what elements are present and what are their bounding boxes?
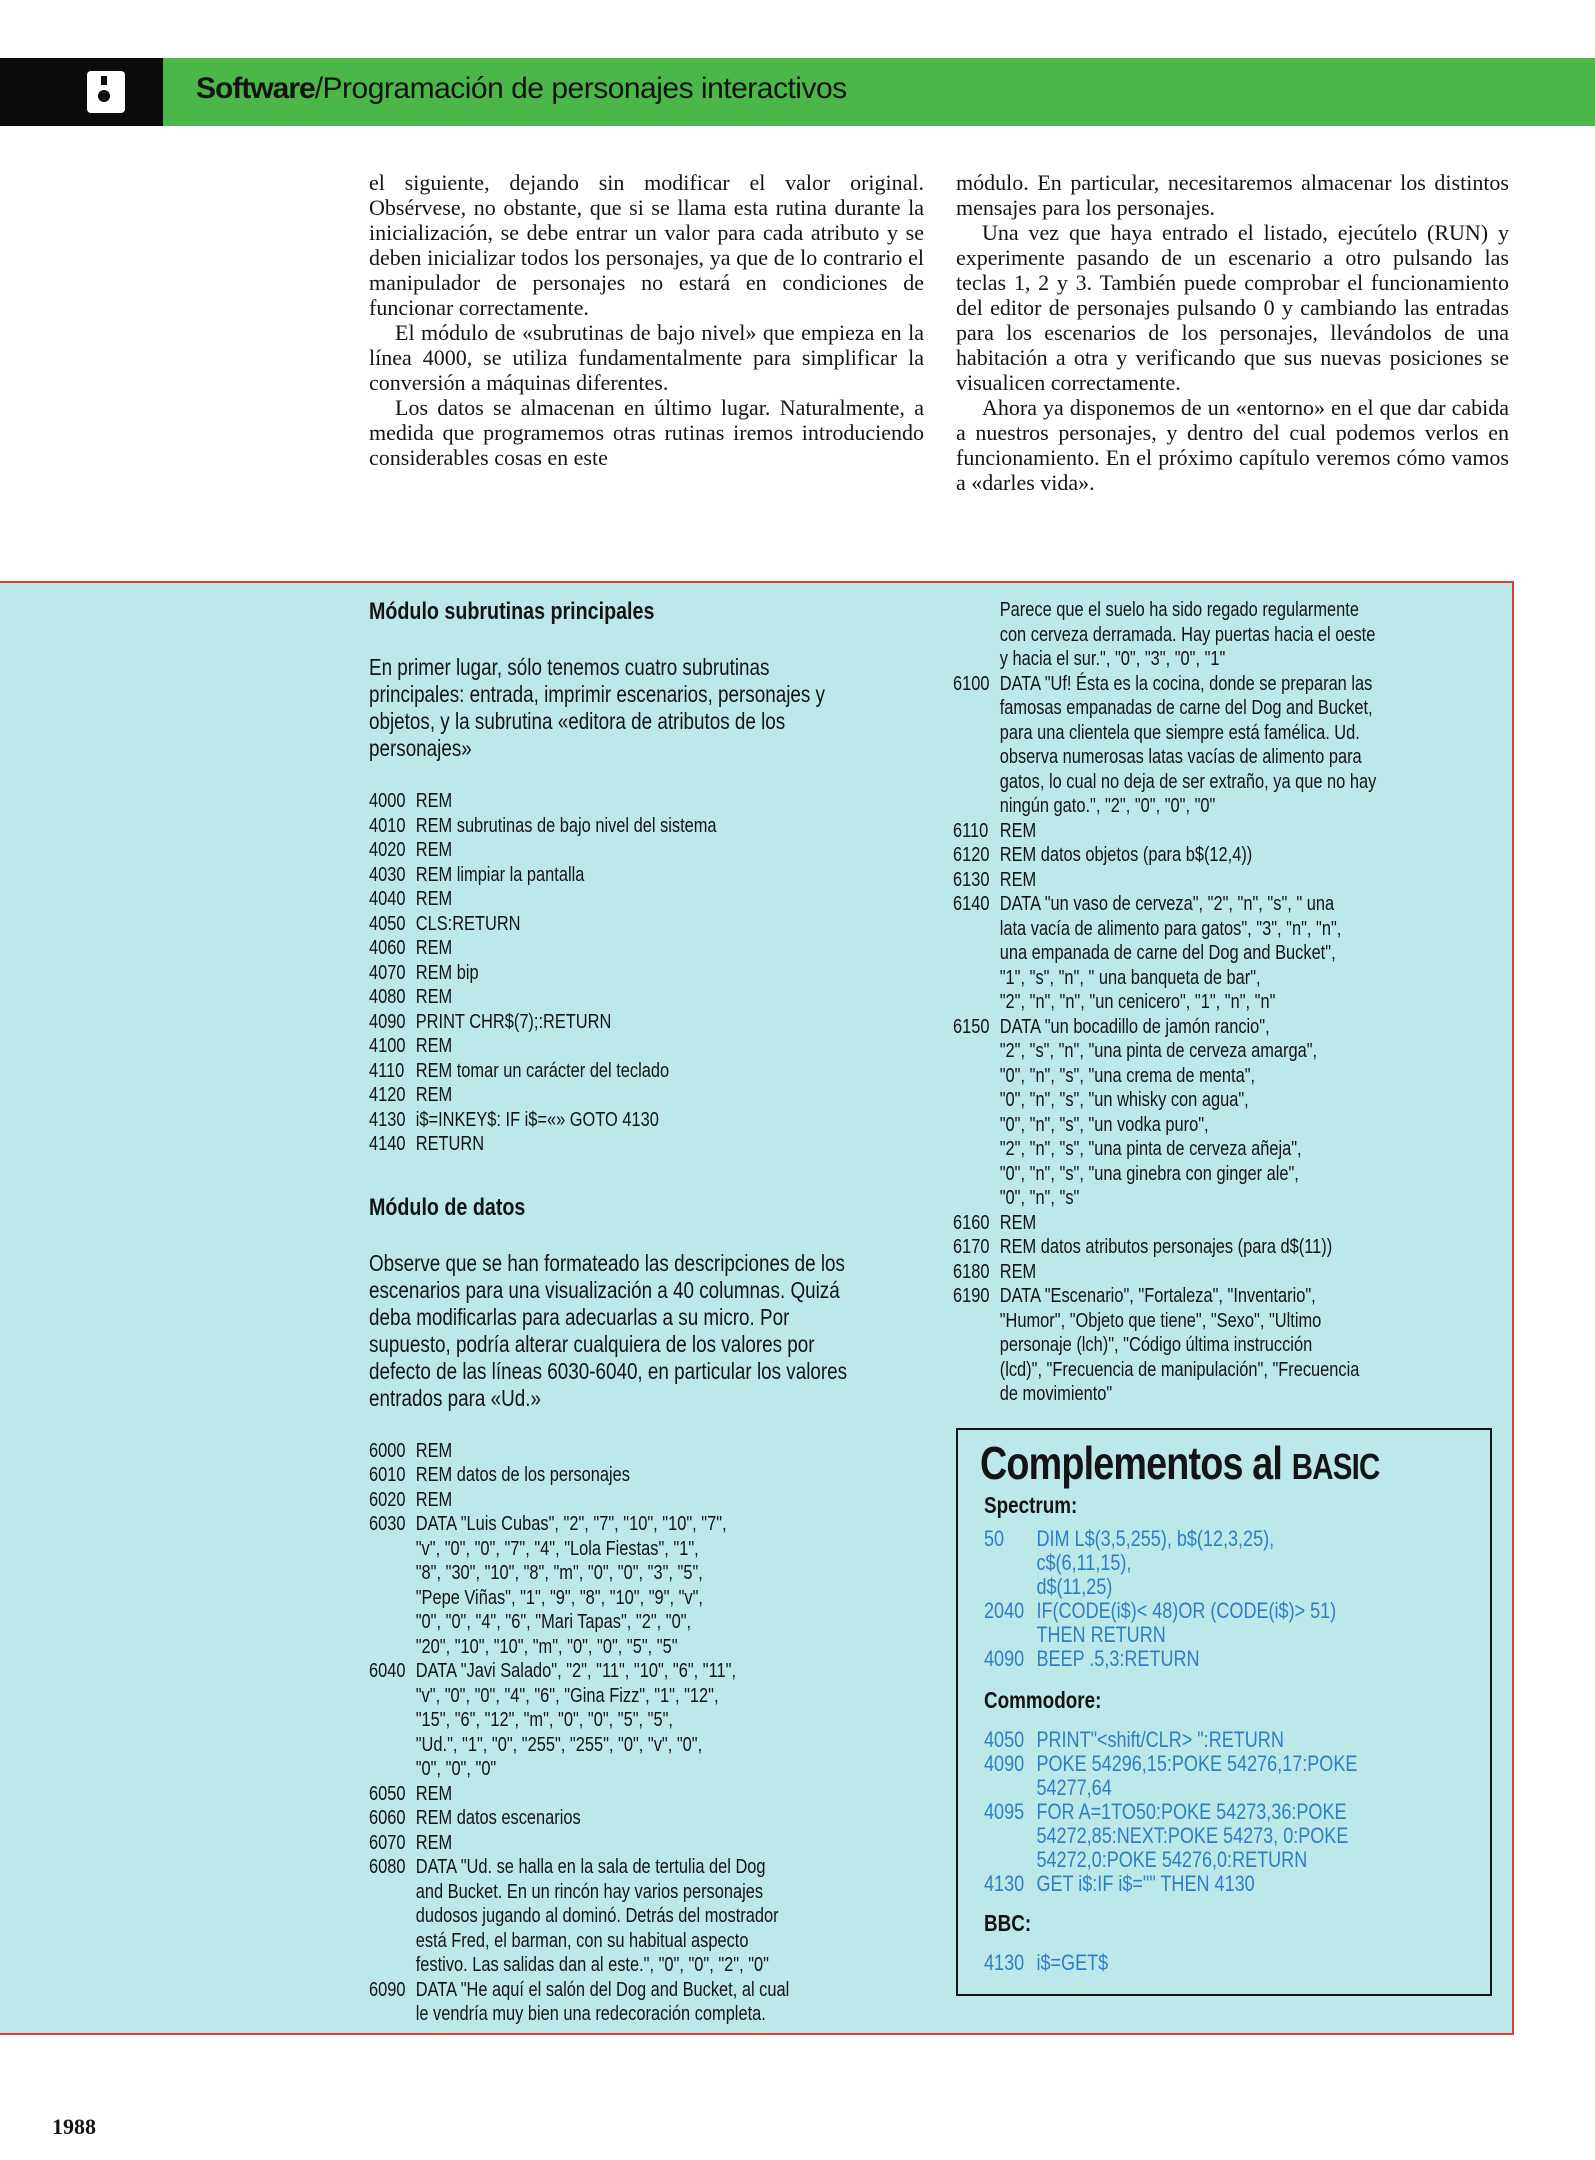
- line-code: ningún gato.", "2", "0", "0", "0": [999, 795, 1216, 817]
- code-line: [369, 1806, 849, 1831]
- line-code: (lcd)", "Frecuencia de manipulación", "Frecuencia: [999, 1358, 1360, 1381]
- code-line: [984, 1951, 1476, 1975]
- line-code: "0", "n", "s", "una crema de menta",: [999, 1064, 1256, 1087]
- line-number: [984, 1824, 1036, 1848]
- code-line: [369, 1929, 849, 1954]
- line-code: d$(11,25): [1036, 1574, 1113, 1599]
- commodore-code: [984, 1728, 1476, 1896]
- line-code: famosas empanadas de carne del Dog and Bucket,: [999, 697, 1373, 719]
- line-number: 4120: [369, 1084, 406, 1106]
- line-code: REM tomar un carácter del teclado: [415, 1059, 670, 1082]
- line-number: [953, 1088, 1000, 1113]
- line-number: [369, 1635, 416, 1660]
- line-number: [953, 1309, 1000, 1334]
- code-line: [369, 1537, 849, 1562]
- code-line: [953, 1039, 1427, 1064]
- line-number: [984, 1776, 1036, 1800]
- line-code: "0", "0", "0": [415, 1758, 497, 1780]
- code-line: [953, 1333, 1427, 1358]
- code-line: [369, 1488, 849, 1513]
- code-line: [953, 1064, 1427, 1089]
- line-code: Parece que el suelo ha sido regado regularmente: [999, 599, 1359, 621]
- line-number: [953, 623, 1000, 648]
- line-code: REM datos escenarios: [415, 1807, 581, 1829]
- line-code: 54272,85:NEXT:POKE 54273, 0:POKE: [1036, 1823, 1349, 1848]
- line-number: 6100: [953, 672, 990, 695]
- line-number: 6140: [953, 893, 990, 915]
- code-line: [953, 1211, 1427, 1236]
- line-number: [984, 1551, 1036, 1575]
- line-code: c$(6,11,15),: [1036, 1550, 1132, 1575]
- line-code: DATA "Javi Salado", "2", "11", "10", "6", "11",: [415, 1660, 737, 1682]
- code-line: [953, 966, 1427, 991]
- code-line: [984, 1551, 1476, 1575]
- line-number: [984, 1623, 1036, 1647]
- line-number: 50: [984, 1526, 1005, 1551]
- line-code: y hacia el sur.", "0", "3", "0", "1": [999, 648, 1226, 670]
- code-line: [369, 838, 849, 863]
- code-line: [984, 1527, 1476, 1551]
- code-line: [369, 1757, 849, 1782]
- line-code: CLS:RETURN: [415, 912, 521, 935]
- code-line: [369, 1083, 849, 1108]
- line-number: [953, 721, 1000, 746]
- line-number: 6110: [953, 819, 989, 842]
- line-number: [953, 1162, 1000, 1187]
- line-code: "15", "6", "12", "m", "0", "0", "5", "5",: [415, 1709, 673, 1731]
- code-line: [953, 892, 1427, 917]
- line-number: [953, 966, 1000, 991]
- line-number: 4090: [984, 1751, 1025, 1776]
- line-code: "0", "n", "s", "un whisky con agua",: [999, 1089, 1249, 1111]
- code-line: [953, 1382, 1427, 1407]
- floppy-disk-icon: [86, 70, 126, 114]
- line-number: 6190: [953, 1285, 990, 1307]
- code-line: [369, 2002, 849, 2027]
- code-line: [953, 745, 1427, 770]
- code-line: [369, 1034, 849, 1059]
- intro-paragraph: Una vez que haya entrado el listado, ejecútelo (RUN) y experimente pasando de un escenario a otro pulsando las teclas 1, 2 y 3. También puede comprobar el funcionamiento del editor de personajes pulsando 0 y cambiando las entradas para los escenarios de los personajes, llevándolos de una habitación a otra y verificando que sus nuevas posiciones se visualicen correctamente.: [956, 220, 1509, 395]
- line-code: "Humor", "Objeto que tiene", "Sexo", "Ultimo: [999, 1309, 1322, 1332]
- code-line: [369, 1059, 849, 1084]
- intro-left-column: [369, 170, 924, 470]
- code-line: [369, 1439, 849, 1464]
- code-line: [369, 789, 849, 814]
- code-line: [369, 1904, 849, 1929]
- line-code: "v", "0", "0", "7", "4", "Lola Fiestas", "1",: [415, 1537, 699, 1560]
- code-line: [984, 1647, 1476, 1671]
- code-line: [369, 1831, 849, 1856]
- code-line: [953, 1260, 1427, 1285]
- line-code: de movimiento": [999, 1383, 1113, 1405]
- machine-label-bbc: BBC:: [984, 1910, 1032, 1936]
- line-code: REM: [415, 1035, 453, 1057]
- line-code: IF(CODE(i$)< 48)OR (CODE(i$)> 51): [1036, 1598, 1337, 1623]
- code-line: [953, 794, 1427, 819]
- bbc-code: [984, 1951, 1476, 1975]
- line-code: REM: [415, 1782, 453, 1805]
- line-code: "v", "0", "0", "4", "6", "Gina Fizz", "1", "12",: [415, 1684, 719, 1707]
- code-line: [369, 814, 849, 839]
- section-heading: Módulo de datos: [369, 1193, 526, 1221]
- line-number: 6010: [369, 1464, 406, 1486]
- code-line: [369, 1782, 849, 1807]
- code-line: [984, 1752, 1476, 1776]
- line-code: "0", "n", "s", "un vodka puro",: [999, 1113, 1209, 1136]
- code-line: [369, 863, 849, 888]
- line-number: [953, 917, 1000, 942]
- line-number: [953, 1137, 1000, 1162]
- code-line: [953, 1358, 1427, 1383]
- line-number: 6000: [369, 1439, 406, 1462]
- line-code: DATA "un vaso de cerveza", "2", "n", "s", " una: [999, 893, 1335, 915]
- line-number: [953, 770, 1000, 795]
- section-paragraph: En primer lugar, sólo tenemos cuatro subrutinas principales: entrada, imprimir escenarios, personajes y objetos, y la subrutina «editora de atributos de los personajes»: [369, 654, 825, 761]
- code-line: [984, 1776, 1476, 1800]
- line-number: [953, 990, 1000, 1015]
- code-line: [369, 1586, 849, 1611]
- section-heading: Módulo subrutinas principales: [369, 598, 655, 625]
- line-number: 4050: [984, 1727, 1025, 1752]
- complementos-title: Complementos al BASIC: [980, 1437, 1380, 1489]
- line-number: [369, 1684, 416, 1709]
- line-code: REM datos objetos (para b$(12,4)): [999, 844, 1253, 866]
- line-number: [369, 1929, 416, 1954]
- line-code: "2", "s", "n", "una pinta de cerveza amarga",: [999, 1040, 1318, 1062]
- line-number: [984, 1848, 1036, 1872]
- intro-paragraph: módulo. En particular, necesitaremos almacenar los distintos mensajes para los personajes.: [956, 170, 1509, 220]
- line-number: [369, 2002, 416, 2027]
- line-number: [953, 941, 1000, 966]
- line-number: 4060: [369, 937, 406, 959]
- line-number: [953, 1039, 1000, 1064]
- line-code: PRINT CHR$(7);:RETURN: [415, 1010, 612, 1033]
- code-line: [369, 1635, 849, 1660]
- line-number: 4100: [369, 1035, 406, 1057]
- line-number: 6120: [953, 844, 990, 866]
- line-number: [369, 1904, 416, 1929]
- line-code: BEEP .5,3:RETURN: [1036, 1646, 1200, 1671]
- line-code: PRINT"<shift/CLR> ":RETURN: [1036, 1727, 1284, 1752]
- intro-paragraph: Ahora ya disponemos de un «entorno» en el que dar cabida a nuestros personajes, y dentro del cual podemos verlos en funcionamiento. En el próximo capítulo veremos cómo vamos a «darles vida».: [956, 395, 1509, 495]
- code-line: [953, 1088, 1427, 1113]
- code-line: [369, 887, 849, 912]
- line-number: [369, 1537, 416, 1562]
- line-number: 4130: [984, 1950, 1025, 1975]
- line-code: REM: [415, 937, 453, 959]
- spectrum-code: [984, 1527, 1476, 1671]
- code-line: [984, 1728, 1476, 1752]
- header-block: [0, 58, 163, 126]
- code-line: [953, 819, 1427, 844]
- line-code: DATA "un bocadillo de jamón rancio",: [999, 1015, 1270, 1038]
- line-code: i$=INKEY$: IF i$=«» GOTO 4130: [415, 1108, 659, 1131]
- intro-paragraph: Los datos se almacenan en último lugar. Naturalmente, a medida que programemos otras rutinas iremos introduciendo considerables cosas en este: [369, 395, 924, 470]
- line-number: 4080: [369, 986, 406, 1008]
- line-code: 54272,0:POKE 54276,0:RETURN: [1036, 1847, 1308, 1872]
- line-code: "Ud.", "1", "0", "255", "255", "0", "v", "0",: [415, 1733, 703, 1756]
- line-number: [953, 647, 1000, 672]
- line-code: personaje (lch)", "Código última instrucción: [999, 1334, 1313, 1356]
- line-code: DATA "He aquí el salón del Dog and Bucket, al cual: [415, 1978, 790, 2001]
- line-code: FOR A=1TO50:POKE 54273,36:POKE: [1036, 1799, 1347, 1824]
- line-number: 6170: [953, 1236, 990, 1258]
- code-line: [953, 623, 1427, 648]
- code-line: [369, 1953, 849, 1978]
- line-number: 4030: [369, 863, 406, 886]
- line-number: 4020: [369, 839, 406, 861]
- line-number: [953, 1358, 1000, 1383]
- line-code: REM bip: [415, 961, 479, 984]
- code-line: [953, 1162, 1427, 1187]
- line-number: 4140: [369, 1133, 406, 1155]
- code-line: [984, 1872, 1476, 1896]
- code-line: [369, 1659, 849, 1684]
- line-number: [369, 1561, 416, 1586]
- code-line: [953, 917, 1427, 942]
- machine-label-spectrum: Spectrum:: [984, 1492, 1078, 1518]
- code-line: [369, 1512, 849, 1537]
- line-code: "8", "30", "10", "8", "m", "0", "0", "3", "5",: [415, 1562, 703, 1584]
- line-number: [369, 1708, 416, 1733]
- code-line: [953, 1309, 1427, 1334]
- line-code: "2", "n", "s", "una pinta de cerveza añeja",: [999, 1138, 1302, 1160]
- code-line: [369, 936, 849, 961]
- code-line: [984, 1575, 1476, 1599]
- line-number: 4070: [369, 961, 406, 984]
- line-code: DATA "Ud. se halla en la sala de tertulia del Dog: [415, 1856, 766, 1878]
- line-number: [953, 1113, 1000, 1138]
- code-line: [984, 1623, 1476, 1647]
- line-number: 4090: [984, 1646, 1025, 1671]
- line-number: [953, 794, 1000, 819]
- line-number: [953, 745, 1000, 770]
- line-number: 4130: [369, 1108, 406, 1131]
- line-number: 6150: [953, 1015, 990, 1038]
- code-listing: [369, 789, 849, 1157]
- code-line: [369, 1708, 849, 1733]
- complementos-content: [984, 1492, 1476, 1975]
- line-code: DATA "Luis Cubas", "2", "7", "10", "10", "7",: [415, 1513, 727, 1535]
- code-line: [953, 843, 1427, 868]
- line-code: GET i$:IF i$="" THEN 4130: [1036, 1871, 1255, 1896]
- line-code: "Pepe Viñas", "1", "9", "8", "10", "9", "v",: [415, 1586, 703, 1609]
- code-line: [953, 1113, 1427, 1138]
- code-line: [369, 1610, 849, 1635]
- line-code: REM: [415, 1831, 453, 1854]
- code-line: [369, 1733, 849, 1758]
- line-code: "1", "s", "n", " una banqueta de bar",: [999, 966, 1261, 989]
- code-line: [953, 696, 1427, 721]
- code-line: [369, 1108, 849, 1133]
- line-code: REM datos de los personajes: [415, 1464, 630, 1486]
- line-number: 4130: [984, 1871, 1025, 1896]
- machine-label-commodore: Commodore:: [984, 1687, 1102, 1713]
- line-number: 6160: [953, 1211, 990, 1234]
- complementos-box: [956, 1428, 1492, 1996]
- line-code: REM: [999, 1211, 1037, 1234]
- line-code: DATA "Escenario", "Fortaleza", "Inventario",: [999, 1285, 1316, 1307]
- line-code: con cerveza derramada. Hay puertas hacia el oeste: [999, 623, 1376, 646]
- line-number: 4000: [369, 790, 406, 812]
- line-code: THEN RETURN: [1036, 1622, 1166, 1647]
- code-line: [369, 961, 849, 986]
- line-number: 6180: [953, 1260, 990, 1283]
- code-line: [984, 1848, 1476, 1872]
- code-line: [369, 1684, 849, 1709]
- line-code: REM limpiar la pantalla: [415, 863, 585, 886]
- code-line: [369, 1880, 849, 1905]
- line-number: [953, 1064, 1000, 1089]
- line-number: 6080: [369, 1856, 406, 1878]
- page-number: 1988: [52, 2114, 96, 2139]
- intro-paragraph: El módulo de «subrutinas de bajo nivel» que empieza en la línea 4000, se utiliza fundamentalmente para simplificar la conversión a máquinas diferentes.: [369, 320, 924, 395]
- line-code: REM: [415, 986, 453, 1008]
- line-code: REM: [999, 868, 1037, 891]
- code-line: [953, 721, 1427, 746]
- line-number: [953, 1333, 1000, 1358]
- code-line: [953, 672, 1427, 697]
- line-number: 4010: [369, 814, 406, 837]
- code-line: [369, 1855, 849, 1880]
- line-number: [953, 1382, 1000, 1407]
- line-number: 4090: [369, 1010, 406, 1033]
- line-number: [953, 696, 1000, 721]
- intro-right-column: [956, 170, 1509, 495]
- line-number: [369, 1757, 416, 1782]
- line-code: lata vacía de alimento para gatos", "3", "n", "n",: [999, 917, 1342, 940]
- line-code: REM: [415, 790, 453, 812]
- data-module-continued: [953, 598, 1427, 1407]
- line-number: 4110: [369, 1059, 405, 1082]
- code-line: [369, 1978, 849, 2003]
- line-code: i$=GET$: [1036, 1950, 1109, 1975]
- line-number: 6070: [369, 1831, 406, 1854]
- line-code: REM datos atributos personajes (para d$(11)): [999, 1236, 1333, 1258]
- line-code: RETURN: [415, 1133, 485, 1155]
- code-line: [953, 868, 1427, 893]
- line-number: [369, 1733, 416, 1758]
- code-line: [953, 1284, 1427, 1309]
- line-number: 4050: [369, 912, 406, 935]
- line-code: para una clientela que siempre está famélica. Ud.: [999, 721, 1360, 744]
- line-code: 54277,64: [1036, 1775, 1112, 1800]
- code-listing: [369, 1439, 849, 2027]
- line-code: una empanada de carne del Dog and Bucket",: [999, 942, 1336, 964]
- line-code: "20", "10", "10", "m", "0", "0", "5", "5": [415, 1635, 678, 1658]
- line-number: [953, 1186, 1000, 1211]
- line-code: and Bucket. En un rincón hay varios personajes: [415, 1880, 764, 1903]
- line-number: [369, 1880, 416, 1905]
- line-number: 6030: [369, 1513, 406, 1535]
- code-line: [953, 770, 1427, 795]
- code-line: [984, 1824, 1476, 1848]
- code-line: [953, 990, 1427, 1015]
- main-module-section: [369, 598, 849, 2027]
- intro-paragraph: el siguiente, dejando sin modificar el valor original. Obsérvese, no obstante, que si se llama esta rutina durante la inicialización, se debe entrar un valor para cada atributo y se deben inicializar todos los personajes, ya que de lo contrario el manipulador de personajes no estará en condiciones de funcionar correctamente.: [369, 170, 924, 320]
- line-code: POKE 54296,15:POKE 54276,17:POKE: [1036, 1751, 1358, 1776]
- line-number: 4095: [984, 1799, 1025, 1824]
- code-listing: [953, 598, 1427, 1407]
- code-line: [953, 1186, 1427, 1211]
- line-code: "0", "n", "s": [999, 1187, 1080, 1209]
- line-number: 6020: [369, 1488, 406, 1511]
- line-code: REM: [415, 888, 453, 910]
- line-number: [953, 598, 1000, 623]
- line-number: 6040: [369, 1660, 406, 1682]
- code-line: [953, 598, 1427, 623]
- line-code: festivo. Las salidas dan al este.", "0", "0", "2", "0": [415, 1954, 769, 1976]
- line-code: REM: [415, 1084, 453, 1106]
- line-code: "0", "n", "s", "una ginebra con ginger ale",: [999, 1162, 1299, 1185]
- line-code: gatos, lo cual no deja de ser extraño, ya que no hay: [999, 770, 1377, 793]
- line-code: REM: [415, 1439, 453, 1462]
- section-paragraph: Observe que se han formateado las descripciones de los escenarios para una visualización a 40 columnas. Quizá deba modificarlas para adecuarlas a su micro. Por supuesto, podría alterar cualquiera de los valores por defecto de las líneas 6030-6040, en particular los valores entrados para «Ud.»: [369, 1249, 848, 1411]
- line-code: le vendría muy bien una redecoración completa.: [415, 2003, 766, 2025]
- code-line: [953, 647, 1427, 672]
- line-number: 6090: [369, 1978, 406, 2001]
- line-code: observa numerosas latas vacías de alimento para: [999, 746, 1362, 768]
- code-line: [369, 985, 849, 1010]
- code-line: [369, 1132, 849, 1157]
- line-code: REM: [999, 1260, 1037, 1283]
- line-number: [369, 1953, 416, 1978]
- code-line: [984, 1599, 1476, 1623]
- code-line: [953, 1137, 1427, 1162]
- line-number: 6050: [369, 1782, 406, 1805]
- code-line: [953, 941, 1427, 966]
- line-number: 4040: [369, 888, 406, 910]
- line-number: 6060: [369, 1807, 406, 1829]
- line-number: [369, 1610, 416, 1635]
- line-code: está Fred, el barman, con su habitual aspecto: [415, 1929, 749, 1952]
- line-number: 6130: [953, 868, 990, 891]
- line-code: REM: [415, 839, 453, 861]
- line-number: [369, 1586, 416, 1611]
- line-code: REM: [999, 819, 1037, 842]
- line-number: [984, 1575, 1036, 1599]
- code-line: [369, 1463, 849, 1488]
- line-number: 2040: [984, 1598, 1025, 1623]
- line-code: dudosos jugando al dominó. Detrás del mostrador: [415, 1905, 779, 1927]
- line-code: DATA "Uf! Ésta es la cocina, donde se preparan las: [999, 672, 1373, 695]
- line-code: REM: [415, 1488, 453, 1511]
- code-line: [369, 1010, 849, 1035]
- line-code: "0", "0", "4", "6", "Mari Tapas", "2", "0",: [415, 1611, 692, 1633]
- line-code: DIM L$(3,5,255), b$(12,3,25),: [1036, 1526, 1275, 1551]
- code-line: [369, 912, 849, 937]
- line-code: REM subrutinas de bajo nivel del sistema: [415, 814, 717, 837]
- line-code: "2", "n", "n", "un cenicero", "1", "n", "n": [999, 991, 1276, 1013]
- code-line: [953, 1015, 1427, 1040]
- page-header-title: Software/Programación de personajes interactivos: [196, 72, 847, 105]
- code-line: [984, 1800, 1476, 1824]
- code-line: [953, 1235, 1427, 1260]
- code-line: [369, 1561, 849, 1586]
